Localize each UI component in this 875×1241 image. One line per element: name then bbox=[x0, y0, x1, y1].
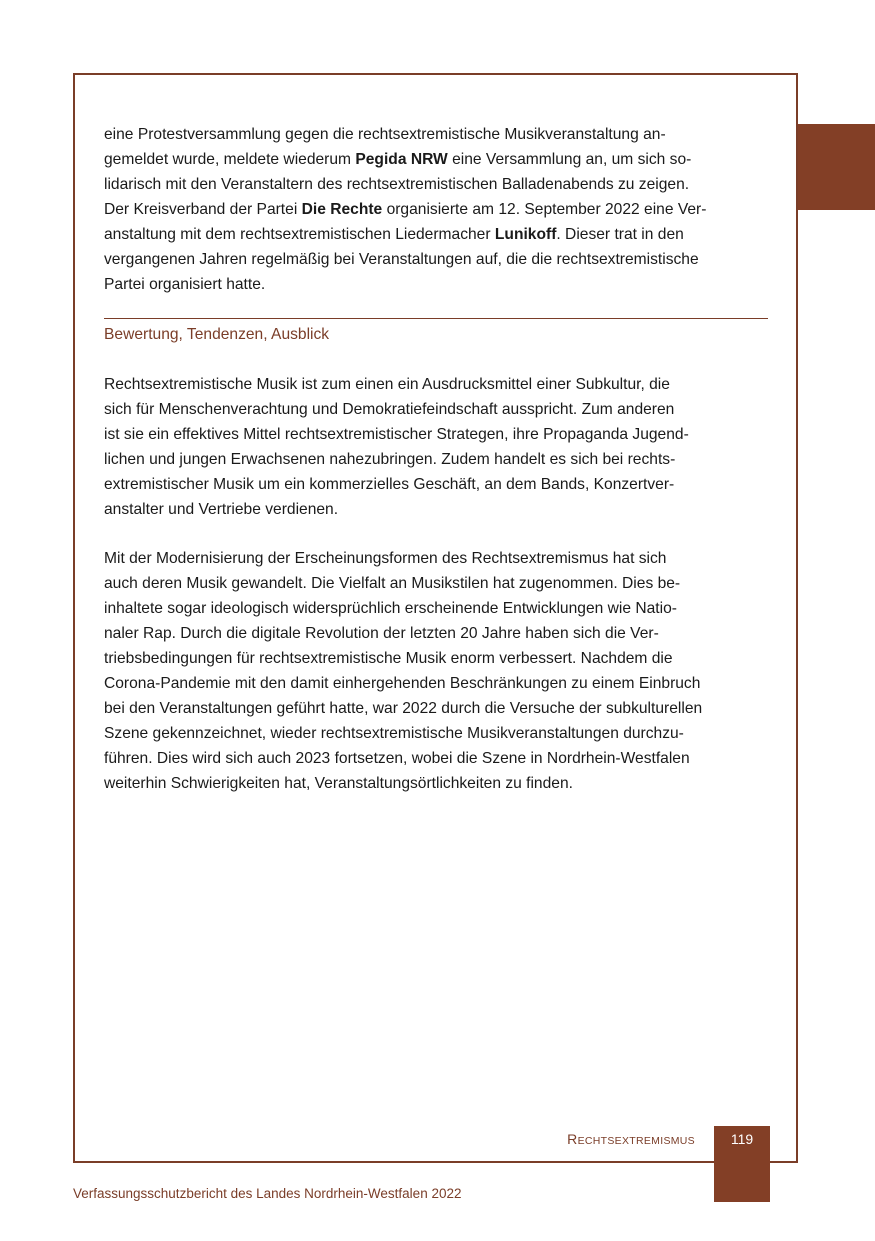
bold-term-die-rechte: Die Rechte bbox=[301, 201, 383, 218]
text-line: auch deren Musik gewandelt. Die Vielfalt an Musikstilen hat zugenommen. Dies be- bbox=[104, 575, 681, 592]
text-line: anstaltung mit dem rechtsextremistischen Liedermacher Lunikoff. Dieser trat in den bbox=[104, 226, 684, 243]
text-line: anstalter und Vertriebe verdienen. bbox=[104, 501, 339, 518]
text-line: Szene gekennzeichnet, wieder rechtsextremistische Musikveranstaltungen durchzu- bbox=[104, 725, 684, 742]
page-number: 119 bbox=[730, 1131, 754, 1147]
paragraph-2 bbox=[104, 372, 689, 522]
section-heading: Bewertung, Tendenzen, Ausblick bbox=[104, 326, 330, 343]
paragraph-1 bbox=[104, 122, 772, 297]
text-line: Rechtsextremistische Musik ist zum einen ein Ausdrucksmittel einer Subkultur, die bbox=[104, 376, 670, 393]
text-line: Der Kreisverband der Partei Die Rechte organisierte am 12. September 2022 eine Ver- bbox=[104, 201, 707, 218]
bold-term-lunikoff: Lunikoff bbox=[494, 226, 557, 243]
text-line: inhaltete sogar ideologisch widersprüchlich erscheinende Entwicklungen wie Natio- bbox=[104, 600, 677, 617]
text-line: Partei organisiert hatte. bbox=[104, 276, 266, 293]
text-line: vergangenen Jahren regelmäßig bei Veranstaltungen auf, die die rechtsextremistische bbox=[104, 251, 699, 268]
text-line: naler Rap. Durch die digitale Revolution der letzten 20 Jahre haben sich die Ver- bbox=[104, 625, 659, 642]
text-line: Mit der Modernisierung der Erscheinungsformen des Rechtsextremismus hat sich bbox=[104, 550, 667, 567]
running-section-label: RECHTSEXTREMISMUS bbox=[567, 1131, 695, 1147]
publication-title: Verfassungsschutzbericht des Landes Nordrhein-Westfalen 2022 bbox=[73, 1186, 462, 1201]
chapter-side-tab bbox=[798, 124, 875, 210]
text-line: eine Protestversammlung gegen die rechtsextremistische Musikveranstaltung an- bbox=[104, 126, 666, 143]
text-line: extremistischer Musik um ein kommerzielles Geschäft, an dem Bands, Konzertver- bbox=[104, 476, 675, 493]
text-line: ist sie ein effektives Mittel rechtsextremistischer Strategen, ihre Propaganda Jugend- bbox=[104, 426, 689, 443]
bold-term-pegida: Pegida NRW bbox=[355, 151, 448, 168]
text-line: Corona-Pandemie mit den damit einhergehenden Beschränkungen zu einem Einbruch bbox=[104, 675, 701, 692]
text-line: sich für Menschenverachtung und Demokratiefeindschaft ausspricht. Zum anderen bbox=[104, 401, 675, 418]
section-divider bbox=[104, 318, 768, 319]
text-line: lichen und jungen Erwachsenen nahezubringen. Zudem handelt es sich bei rechts- bbox=[104, 451, 676, 468]
text-line: gemeldet wurde, meldete wiederum Pegida NRW eine Versammlung an, um sich so- bbox=[104, 151, 692, 168]
text-line: lidarisch mit den Veranstaltern des rechtsextremistischen Balladenabends zu zeigen. bbox=[104, 176, 690, 193]
text-line: weiterhin Schwierigkeiten hat, Veranstaltungsörtlichkeiten zu finden. bbox=[104, 775, 573, 792]
paragraph-3 bbox=[104, 546, 702, 796]
text-line: führen. Dies wird sich auch 2023 fortsetzen, wobei die Szene in Nordrhein-Westfalen bbox=[104, 750, 690, 767]
text-line: triebsbedingungen für rechtsextremistische Musik enorm verbessert. Nachdem die bbox=[104, 650, 673, 667]
text-line: bei den Veranstaltungen geführt hatte, war 2022 durch die Versuche der subkulturellen bbox=[104, 700, 703, 717]
